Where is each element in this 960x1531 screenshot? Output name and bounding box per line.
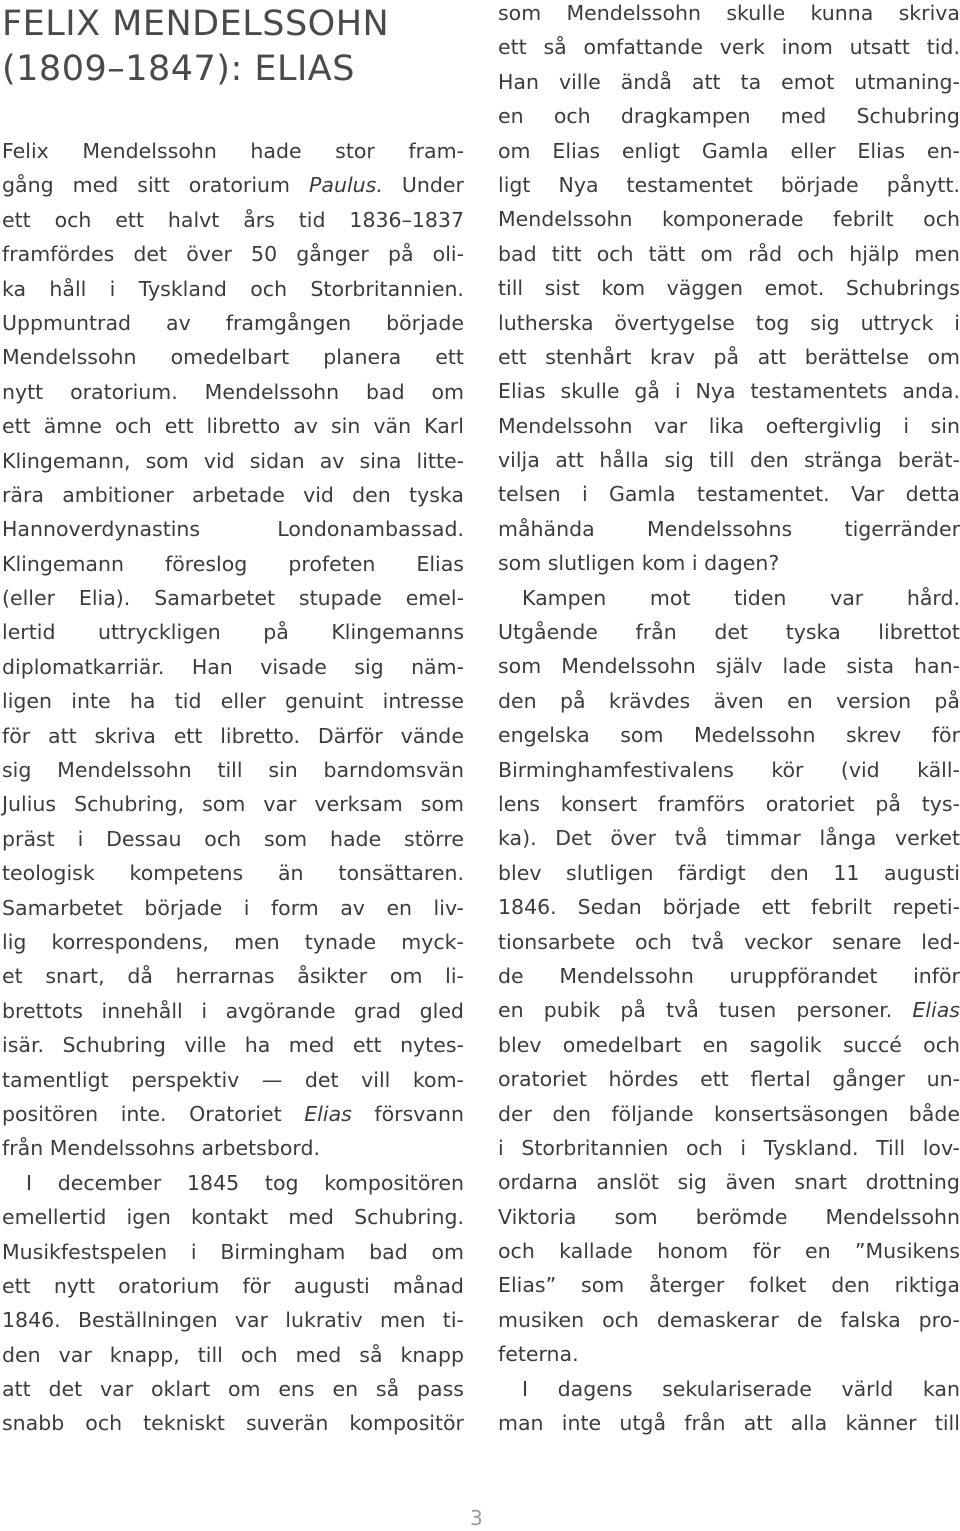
text-line: ett stenhårt krav på att berättelse om	[498, 344, 960, 369]
text-line: som Mendelssohn själv lade sista han-	[498, 654, 960, 679]
text-line: den på krävdes även en version på	[498, 688, 960, 713]
text-line: lig korrespondens, men tynade myck-	[2, 929, 464, 954]
text-line: ett nytt oratorium för augusti månad	[2, 1273, 464, 1298]
text-line: rära ambitioner arbetade vid den tyska	[2, 482, 464, 507]
text-line: den var knapp, till och med så knapp	[2, 1342, 464, 1367]
page-number: 3	[470, 1506, 483, 1530]
text-line: lertid uttryckligen på Klingemanns	[2, 620, 464, 645]
text-line: att det var oklart om ens en så pass	[2, 1377, 464, 1402]
text-line: de Mendelssohn uruppförandet inför	[498, 963, 960, 988]
text-line: om Elias enligt Gamla eller Elias en-	[498, 138, 960, 163]
text-line: der den följande konsertsäsongen både	[498, 1101, 960, 1126]
text-line: Samarbetet började i form av en liv-	[2, 895, 464, 920]
text-line: en och dragkampen med Schubring	[498, 104, 960, 129]
text-line: positören inte. Oratoriet Elias försvann	[2, 1101, 464, 1126]
text-line: telsen i Gamla testamentet. Var detta	[498, 482, 960, 507]
text-line: engelska som Medelssohn skrev för	[498, 723, 960, 748]
text-line: tamentligt perspektiv — det vill kom-	[2, 1067, 464, 1092]
text-line: ett ämne och ett libretto av sin vän Karl	[2, 414, 464, 439]
text-line: snabb och tekniskt suverän kompositör	[2, 1411, 464, 1436]
text-line: tionsarbete och två veckor senare led-	[498, 929, 960, 954]
text-line: ett och ett halvt års tid 1836–1837	[2, 207, 464, 232]
text-line: diplomatkarriär. Han visade sig näm-	[2, 654, 464, 679]
text-line: I dagens sekulariserade värld kan	[522, 1376, 960, 1401]
text-line: nytt oratorium. Mendelssohn bad om	[2, 379, 464, 404]
text-line: gång med sitt oratorium Paulus. Under	[2, 173, 464, 198]
text-line: Uppmuntrad av framgången började	[2, 310, 464, 335]
text-line: Julius Schubring, som var verksam som	[2, 792, 464, 817]
text-line: et snart, då herrarnas åsikter om li-	[2, 964, 464, 989]
article-title	[2, 2, 462, 92]
text-line: 1846. Sedan började ett febrilt repeti-	[498, 895, 960, 920]
text-line: man inte utgå från att alla känner till	[498, 1411, 960, 1436]
text-line: som slutligen kom i dagen?	[498, 551, 780, 576]
text-line: blev slutligen färdigt den 11 augusti	[498, 860, 960, 885]
text-line: från Mendelssohns arbetsbord.	[2, 1136, 320, 1161]
text-line: feterna.	[498, 1342, 579, 1367]
text-line: Mendelssohn omedelbart planera ett	[2, 345, 464, 370]
title-line-2: (1809–1847): ELIAS	[2, 49, 355, 89]
text-line: oratoriet hördes ett flertal gånger un-	[498, 1067, 960, 1092]
text-line: och kallade honom för en ”Musikens	[498, 1239, 960, 1264]
text-line: Elias skulle gå i Nya testamentets anda.	[498, 379, 960, 404]
text-line: Mendelssohn komponerade febrilt och	[498, 207, 960, 232]
text-line: ka håll i Tyskland och Storbritannien.	[2, 276, 464, 301]
text-line: ligt Nya testamentet började pånytt.	[498, 172, 960, 197]
text-line: musiken och demaskerar de falska pro-	[498, 1307, 960, 1332]
text-line: Musikfestspelen i Birmingham bad om	[2, 1239, 464, 1264]
text-line: Klingemann föreslog profeten Elias	[2, 551, 464, 576]
text-line: I december 1845 tog kompositören	[26, 1170, 464, 1195]
text-line: Hannoverdynastins Londonambassad.	[2, 517, 464, 542]
text-line: blev omedelbart en sagolik succé och	[498, 1032, 960, 1057]
text-line: Han ville ändå att ta emot utmaning-	[498, 69, 960, 94]
text-line: för att skriva ett libretto. Därför vände	[2, 723, 464, 748]
text-line: teologisk kompetens än tonsättaren.	[2, 861, 464, 886]
text-line: Birminghamfestivalens kör (vid käll-	[498, 757, 960, 782]
text-line: framfördes det över 50 gånger på oli-	[2, 242, 464, 267]
text-line: (eller Elia). Samarbetet stupade emel-	[2, 586, 464, 611]
text-line: ordarna anslöt sig även snart drottning	[498, 1170, 960, 1195]
text-line: ka). Det över två timmar långa verket	[498, 826, 960, 851]
text-line: brettots innehåll i avgörande grad gled	[2, 998, 464, 1023]
text-line: Viktoria som berömde Mendelssohn	[498, 1204, 960, 1229]
text-line: Elias” som återger folket den riktiga	[498, 1273, 960, 1298]
text-line: emellertid igen kontakt med Schubring.	[2, 1205, 464, 1230]
text-line: isär. Schubring ville ha med ett nytes-	[2, 1033, 464, 1058]
text-line: lutherska övertygelse tog sig uttryck i	[498, 310, 960, 335]
left-text-column	[2, 134, 464, 1441]
text-line: präst i Dessau och som hade större	[2, 826, 464, 851]
text-line: Mendelssohn var lika oeftergivlig i sin	[498, 413, 960, 438]
text-line: ligen inte ha tid eller genuint intresse	[2, 689, 464, 714]
right-text-column	[498, 0, 960, 1440]
text-line: bad titt och tätt om råd och hjälp men	[498, 241, 960, 266]
text-line: lens konsert framförs oratoriet på tys-	[498, 791, 960, 816]
text-line: ett så omfattande verk inom utsatt tid.	[498, 35, 960, 60]
text-line: i Storbritannien och i Tyskland. Till lov-	[498, 1135, 960, 1160]
title-line-1: FELIX MENDELSSOHN	[2, 4, 390, 44]
text-line: som Mendelssohn skulle kunna skriva	[498, 1, 960, 25]
text-line: Klingemann, som vid sidan av sina litte-	[2, 448, 464, 473]
text-line: till sist kom väggen emot. Schubrings	[498, 276, 960, 301]
text-line: en pubik på två tusen personer. Elias	[498, 998, 960, 1023]
text-line: Utgående från det tyska librettot	[498, 620, 960, 645]
text-line: vilja att hålla sig till den stränga berät-	[498, 448, 960, 473]
text-line: Kampen mot tiden var hård.	[522, 585, 960, 610]
text-line: Felix Mendelssohn hade stor fram-	[2, 139, 464, 163]
text-line: måhända Mendelssohns tigerränder	[498, 516, 960, 541]
text-line: 1846. Beställningen var lukrativ men ti-	[2, 1308, 464, 1333]
text-line: sig Mendelssohn till sin barndomsvän	[2, 758, 464, 783]
